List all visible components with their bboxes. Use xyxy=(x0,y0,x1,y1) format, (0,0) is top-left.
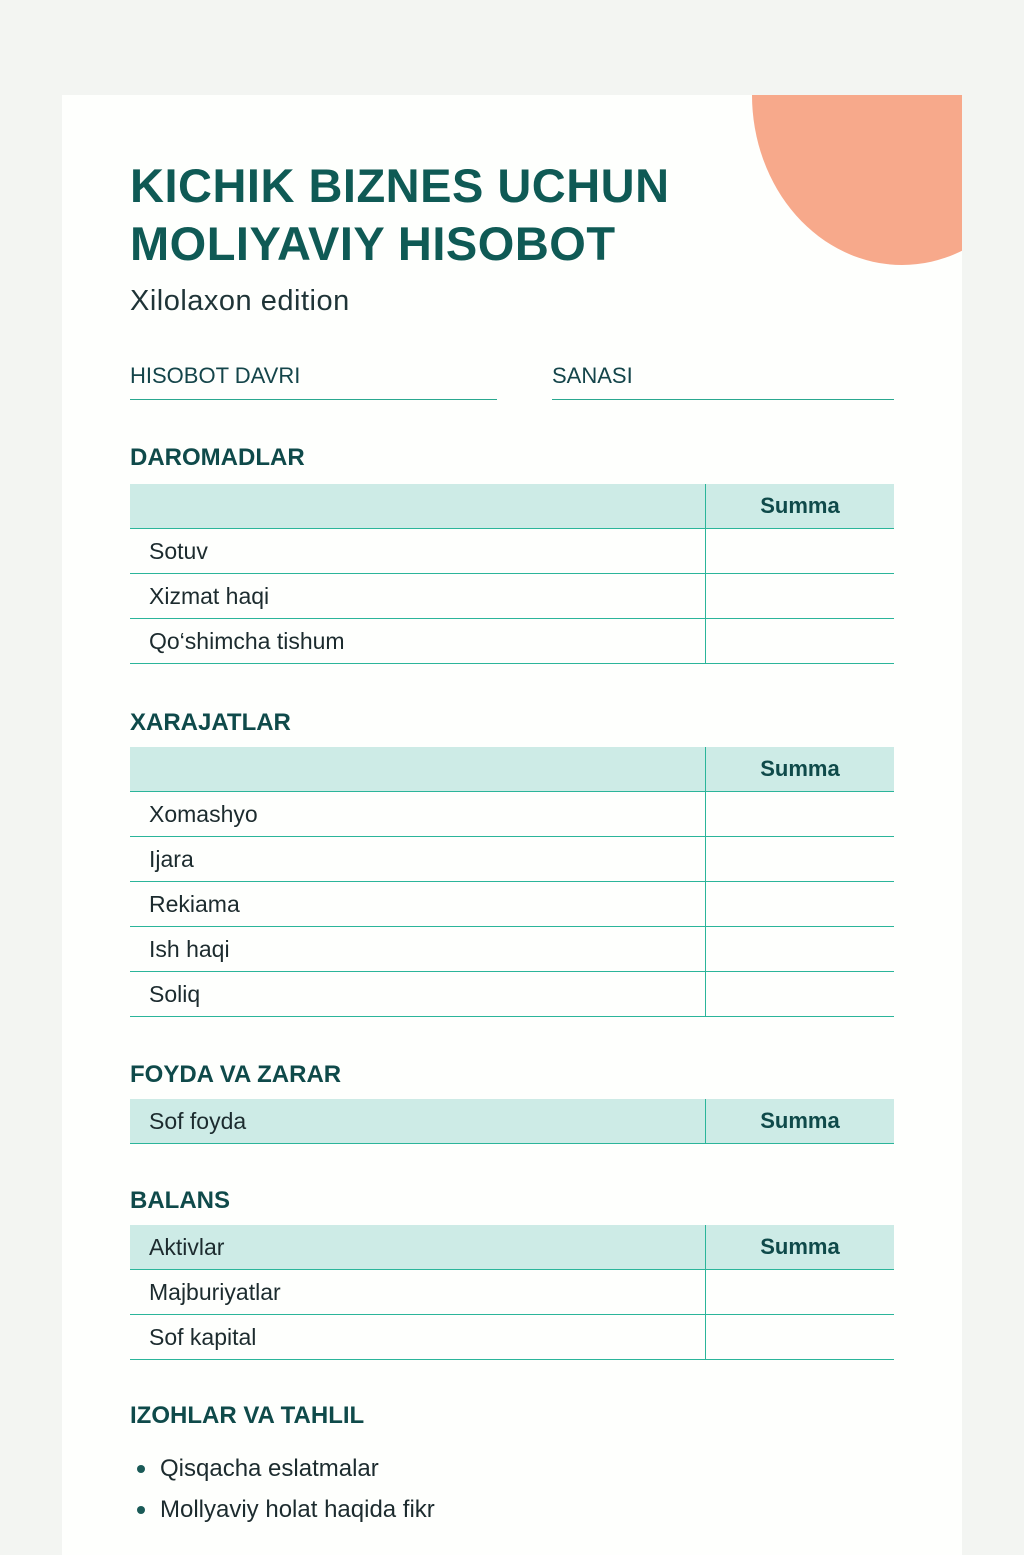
net-profit-amount-cell[interactable]: Summa xyxy=(706,1099,895,1144)
amount-input-cell[interactable] xyxy=(706,837,895,882)
note-text: Qisqacha eslatmalar xyxy=(160,1454,379,1482)
table-header-row xyxy=(130,1225,894,1270)
amount-input-cell[interactable] xyxy=(706,927,895,972)
amount-input-cell[interactable] xyxy=(706,1270,895,1315)
assets-amount-cell[interactable]: Summa xyxy=(706,1225,895,1270)
amount-input-cell[interactable] xyxy=(706,619,895,664)
row-label: Qo‘shimcha tishum xyxy=(130,619,706,664)
row-label: Xomashyo xyxy=(130,792,706,837)
amount-input-cell[interactable] xyxy=(706,792,895,837)
decorative-circle xyxy=(752,95,962,265)
assets-label: Aktivlar xyxy=(130,1225,706,1270)
bullet-icon xyxy=(137,1465,145,1473)
amount-input-cell[interactable] xyxy=(706,574,895,619)
list-item xyxy=(130,1448,435,1489)
table-header-row xyxy=(130,747,894,792)
report-page xyxy=(62,95,962,1555)
report-period-label: HISOBOT DAVRI xyxy=(130,363,301,388)
row-label: Sotuv xyxy=(130,529,706,574)
row-label: Soliq xyxy=(130,972,706,1017)
table-row xyxy=(130,837,894,882)
amount-input-cell[interactable] xyxy=(706,1315,895,1360)
table-row xyxy=(130,529,894,574)
row-label: Rekiama xyxy=(130,882,706,927)
row-label: Ijara xyxy=(130,837,706,882)
notes-section-title: IZOHLAR VA TAHLIL xyxy=(130,1402,365,1429)
amount-input-cell[interactable] xyxy=(706,882,895,927)
expenses-table xyxy=(130,747,894,1017)
row-label: Xizmat haqi xyxy=(130,574,706,619)
profit-loss-table xyxy=(130,1099,894,1144)
report-period-field[interactable] xyxy=(130,363,497,400)
table-row xyxy=(130,574,894,619)
bullet-icon xyxy=(137,1506,145,1514)
header-label-cell xyxy=(130,747,706,792)
header-amount-cell: Summa xyxy=(706,484,895,529)
balance-section-title: BALANS xyxy=(130,1187,230,1214)
table-row xyxy=(130,882,894,927)
amount-input-cell[interactable] xyxy=(706,972,895,1017)
header-amount-cell: Summa xyxy=(706,747,895,792)
table-row xyxy=(130,1315,894,1360)
balance-table xyxy=(130,1225,894,1360)
row-label: Majburiyatlar xyxy=(130,1270,706,1315)
note-text: Mollyaviy holat haqida fikr xyxy=(160,1495,435,1523)
report-date-label: SANASI xyxy=(552,363,633,388)
table-row xyxy=(130,972,894,1017)
table-row xyxy=(130,619,894,664)
table-row xyxy=(130,1270,894,1315)
income-table xyxy=(130,484,894,664)
page-subtitle: Xilolaxon edition xyxy=(130,285,350,317)
list-item xyxy=(130,1489,435,1530)
income-section-title: DAROMADLAR xyxy=(130,444,305,471)
page-title: KICHIK BIZNES UCHUN MOLIYAVIY HISOBOT xyxy=(130,159,670,270)
expenses-section-title: XARAJATLAR xyxy=(130,709,291,736)
net-profit-label: Sof foyda xyxy=(130,1099,706,1144)
header-label-cell xyxy=(130,484,706,529)
table-row xyxy=(130,927,894,972)
report-date-field[interactable] xyxy=(552,363,894,400)
table-header-row xyxy=(130,484,894,529)
row-label: Ish haqi xyxy=(130,927,706,972)
table-row xyxy=(130,792,894,837)
notes-list xyxy=(130,1448,435,1530)
row-label: Sof kapital xyxy=(130,1315,706,1360)
profit-loss-section-title: FOYDA VA ZARAR xyxy=(130,1061,342,1088)
table-header-row xyxy=(130,1099,894,1144)
amount-input-cell[interactable] xyxy=(706,529,895,574)
